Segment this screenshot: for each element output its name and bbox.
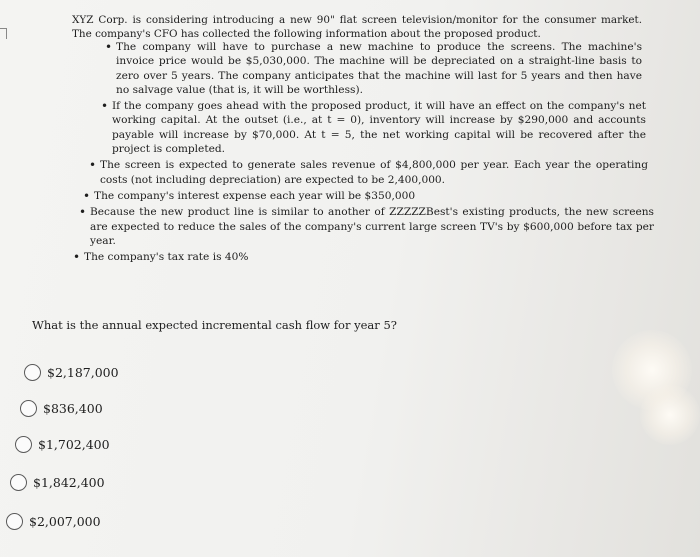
radio-button[interactable] xyxy=(6,513,23,530)
bullet-tax-rate xyxy=(73,250,660,265)
bullet-interest xyxy=(83,188,648,203)
bullet-cannibalization xyxy=(79,205,654,248)
answer-option-4[interactable] xyxy=(10,474,105,491)
answer-option-3[interactable] xyxy=(15,436,110,453)
bullet-text: The company's tax rate is 40% xyxy=(84,251,249,264)
bullet-icon: • xyxy=(105,40,113,54)
answer-option-5[interactable] xyxy=(6,513,101,530)
bullet-icon: • xyxy=(79,205,87,220)
bullet-text: The screen is expected to generate sales revenue of $4,800,000 per year. Each year the operating costs (not including depreciation) are expected to be 2,400,000. xyxy=(100,159,648,186)
bullet-text: The company's interest expense each year will be $350,000 xyxy=(94,189,416,202)
bullet-icon: • xyxy=(73,250,81,265)
question-text: What is the annual expected incremental cash flow for year 5? xyxy=(32,318,397,332)
answer-option-1[interactable] xyxy=(24,364,119,381)
bullet-machine xyxy=(105,40,642,97)
radio-button[interactable] xyxy=(15,436,32,453)
option-label: $1,842,400 xyxy=(33,475,105,490)
bullet-icon: • xyxy=(101,99,109,114)
bullet-icon: • xyxy=(83,188,91,203)
option-label: $1,702,400 xyxy=(38,437,110,452)
bullet-icon: • xyxy=(89,158,97,173)
option-label: $2,187,000 xyxy=(47,365,119,380)
intro-paragraph: XYZ Corp. is considering introducing a new 90" flat screen television/monitor for the consumer market. The company's CFO has collected the following information about the proposed product. xyxy=(72,14,642,40)
radio-button[interactable] xyxy=(10,474,27,491)
option-label: $836,400 xyxy=(43,401,103,416)
radio-button[interactable] xyxy=(20,400,37,417)
bullet-working-capital xyxy=(101,99,646,156)
bullet-revenue xyxy=(89,158,648,187)
option-label: $2,007,000 xyxy=(29,514,101,529)
bullet-text: If the company goes ahead with the proposed product, it will have an effect on the company's net working capital. At the outset (i.e., at t = 0), inventory will increase by $290,000 and accounts payable will increase by $70,000. At t = 5, the net working capital will be recovered after the project is completed. xyxy=(112,100,646,156)
answer-option-2[interactable] xyxy=(20,400,103,417)
bullet-text: Because the new product line is similar to another of ZZZZZBest's existing products, the new screens are expected to reduce the sales of the company's current large screen TV's by $600,000 before tax per year. xyxy=(90,206,654,247)
radio-button[interactable] xyxy=(24,364,41,381)
info-bullet-list xyxy=(60,40,660,266)
bullet-text: The company will have to purchase a new machine to produce the screens. The machine's invoice price would be $5,030,000. The machine will be depreciated on a straight-line basis to zero over 5 years. The company anticipates that the machine will last for 5 years and then have no salvage value (that is, it will be worthless). xyxy=(116,41,642,96)
